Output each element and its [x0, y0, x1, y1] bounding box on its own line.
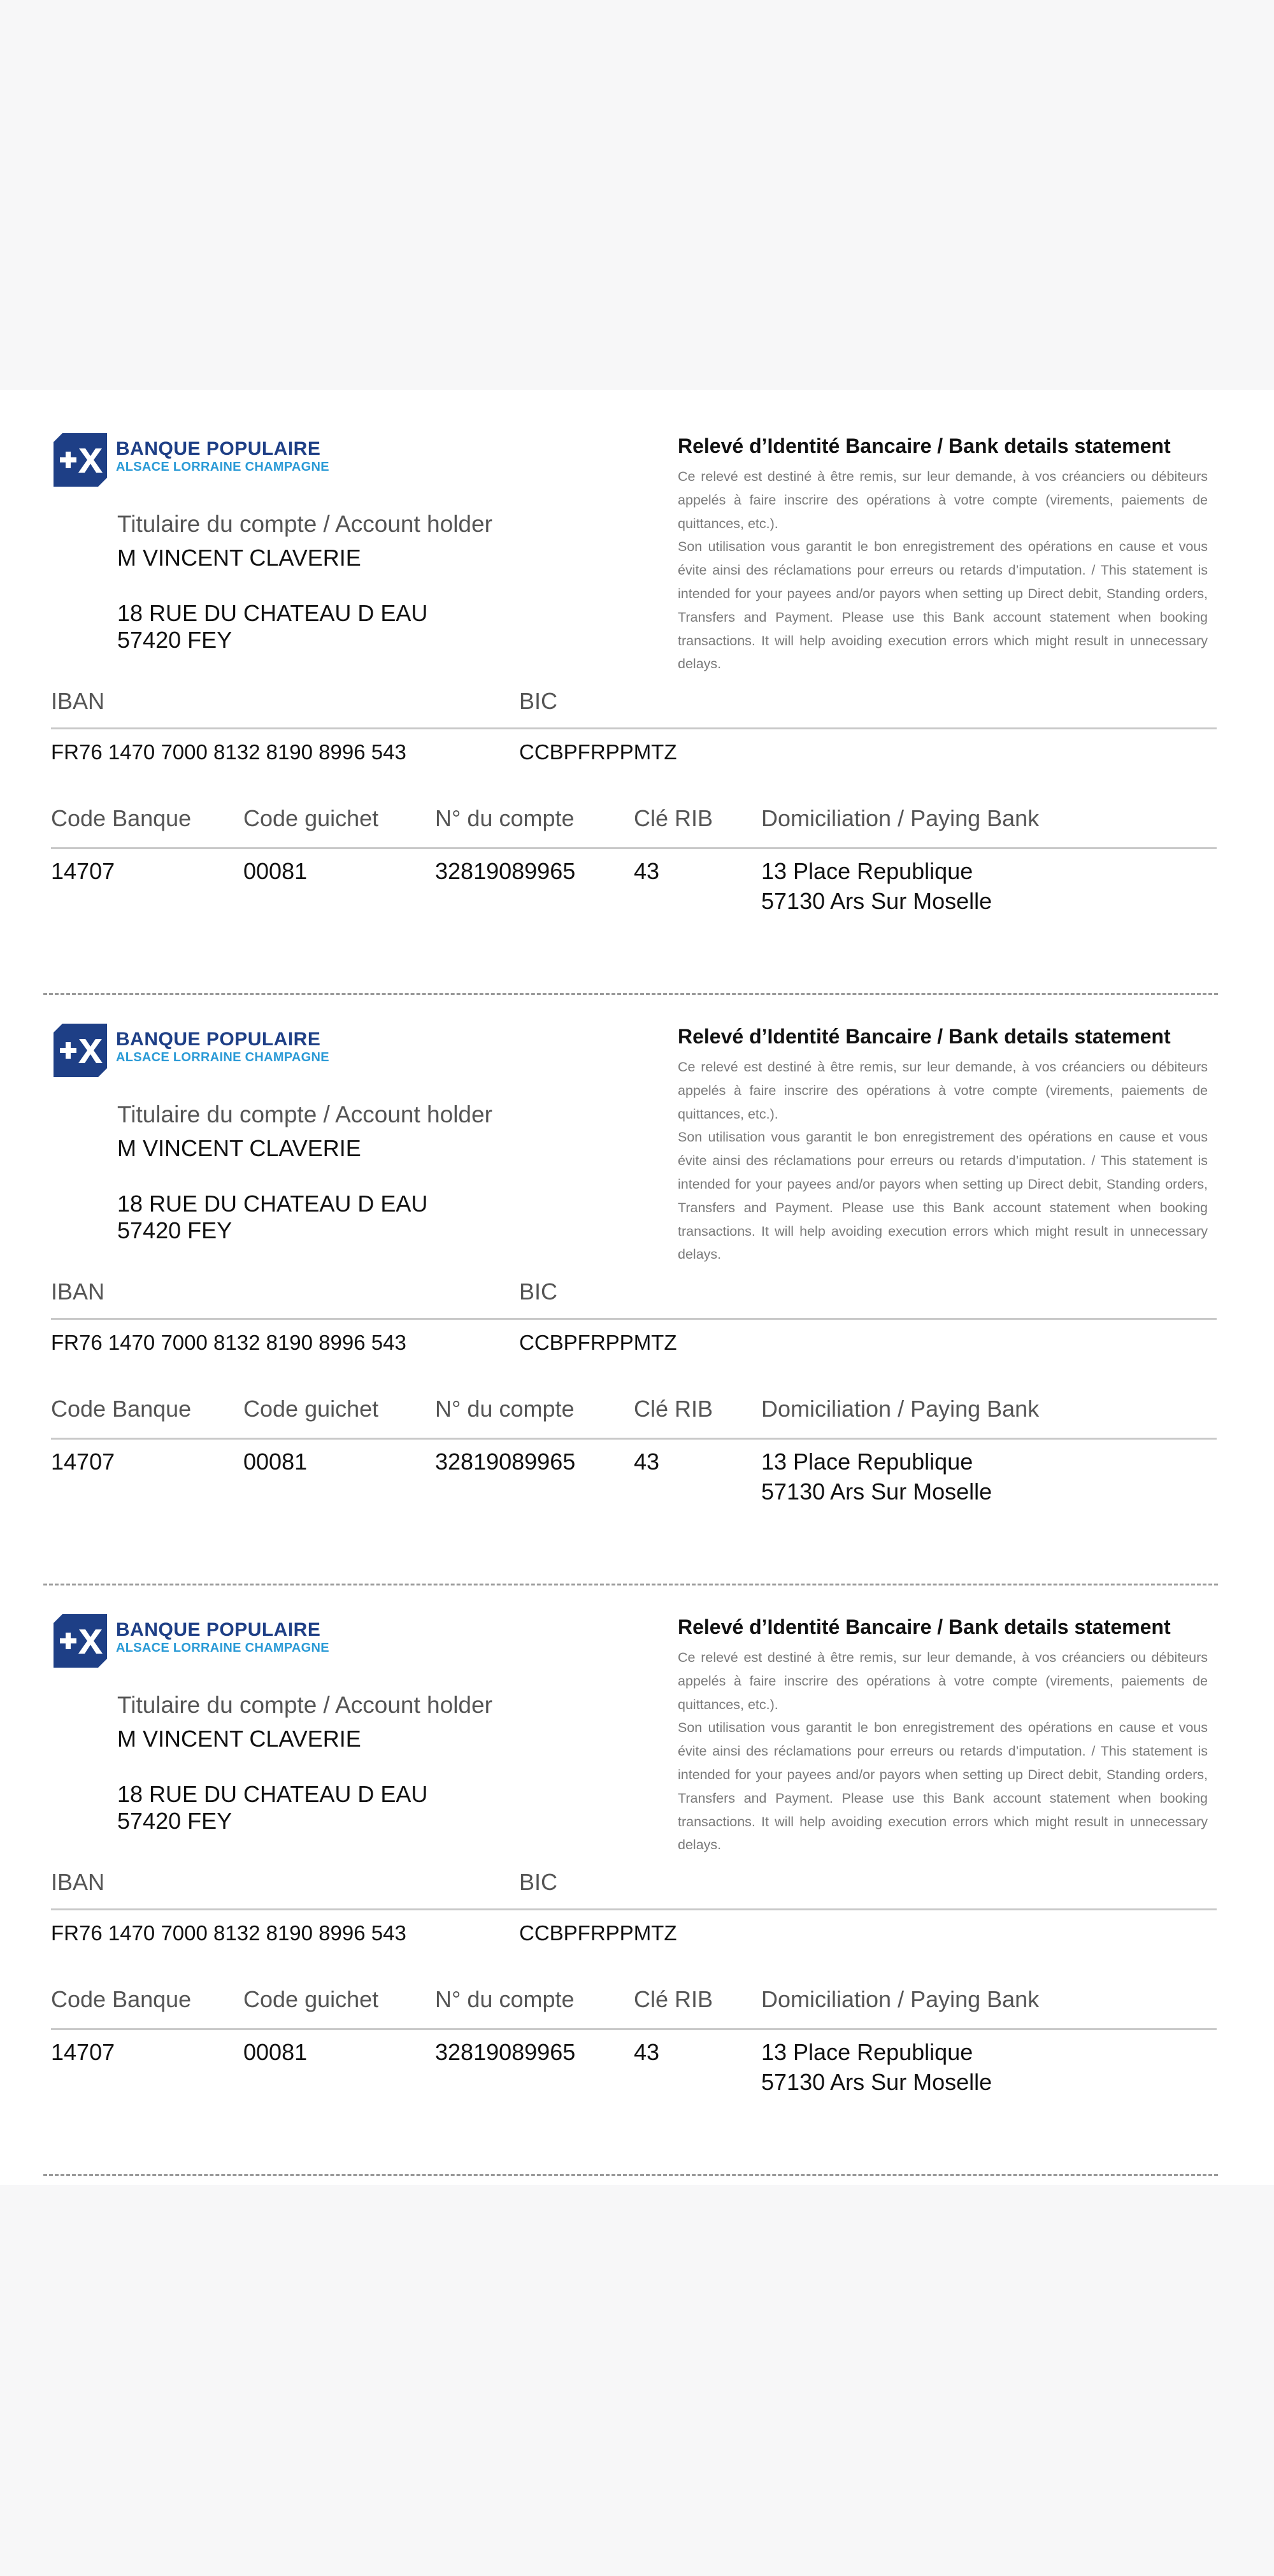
code-guichet-value: 00081	[243, 2039, 308, 2065]
code-guichet-header: Code guichet	[243, 1986, 379, 2012]
rib-slip	[0, 390, 1274, 981]
bic-value: CCBPFRPPMTZ	[519, 740, 677, 764]
divider	[51, 1908, 1217, 1910]
iban-value: FR76 1470 7000 8132 8190 8996 543	[51, 1331, 406, 1354]
account-number-value: 32819089965	[435, 1449, 576, 1475]
code-banque-value: 14707	[51, 2039, 115, 2065]
statement-paragraph: Ce relevé est destiné à être remis, sur leur demande, à vos créanciers ou débiteurs appelés à faire inscrire des opérations à votre compte (virements, paiements de quittances, etc.).	[678, 469, 1208, 531]
paying-bank-line-2: 57130 Ars Sur Moselle	[761, 2069, 992, 2095]
address-line-1: 18 RUE DU CHATEAU D EAU	[117, 1191, 428, 1217]
paying-bank-line-2: 57130 Ars Sur Moselle	[761, 1478, 992, 1505]
code-banque-value: 14707	[51, 1449, 115, 1475]
divider	[51, 1318, 1217, 1320]
account-number-header: N° du compte	[435, 1396, 575, 1422]
paying-bank-line-1: 13 Place Republique	[761, 858, 973, 884]
bank-region: ALSACE LORRAINE CHAMPAGNE	[116, 1050, 329, 1064]
bank-region: ALSACE LORRAINE CHAMPAGNE	[116, 1641, 329, 1655]
account-number-header: N° du compte	[435, 1986, 575, 2012]
paying-bank-line-1: 13 Place Republique	[761, 2039, 973, 2065]
account-holder-name: M VINCENT CLAVERIE	[117, 1135, 361, 1161]
code-banque-header: Code Banque	[51, 1396, 192, 1422]
account-holder-name: M VINCENT CLAVERIE	[117, 1726, 361, 1752]
banque-populaire-logo-icon	[54, 433, 107, 487]
statement-title: Relevé d’Identité Bancaire / Bank details statement	[678, 1025, 1171, 1048]
code-banque-value: 14707	[51, 858, 115, 884]
rib-slip	[0, 980, 1274, 1571]
paying-bank-header: Domiciliation / Paying Bank	[761, 1396, 1040, 1422]
statement-text	[678, 465, 1208, 676]
iban-value: FR76 1470 7000 8132 8190 8996 543	[51, 740, 406, 764]
rib-slip	[0, 1571, 1274, 2162]
bic-value: CCBPFRPPMTZ	[519, 1921, 677, 1945]
address-line-2: 57420 FEY	[117, 1808, 233, 1834]
statement-paragraph: Son utilisation vous garantit le bon enregistrement des opérations en cause et vous évite ainsi des réclamations pour erreurs ou retards d’imputation. / This statement is intended for your payees and/or payors when setting up Direct debit, Standing orders, Transfers and Payment. Please use this Bank account statement when booking transactions. It will help avoiding execution errors which might result in unnecessary delays.	[678, 539, 1208, 672]
cle-rib-header: Clé RIB	[634, 1986, 713, 2012]
statement-paragraph: Ce relevé est destiné à être remis, sur leur demande, à vos créanciers ou débiteurs appelés à faire inscrire des opérations à votre compte (virements, paiements de quittances, etc.).	[678, 1650, 1208, 1712]
cle-rib-value: 43	[634, 2039, 660, 2065]
divider	[51, 847, 1217, 849]
bic-label: BIC	[519, 1278, 558, 1305]
paying-bank-header: Domiciliation / Paying Bank	[761, 805, 1040, 831]
cle-rib-header: Clé RIB	[634, 1396, 713, 1422]
bank-logo	[54, 1614, 385, 1665]
iban-value: FR76 1470 7000 8132 8190 8996 543	[51, 1921, 406, 1945]
address-line-1: 18 RUE DU CHATEAU D EAU	[117, 600, 428, 626]
cle-rib-header: Clé RIB	[634, 805, 713, 831]
bank-logo	[54, 1024, 385, 1075]
bic-label: BIC	[519, 688, 558, 714]
bic-value: CCBPFRPPMTZ	[519, 1331, 677, 1354]
bank-name: BANQUE POPULAIRE	[116, 438, 321, 459]
statement-title: Relevé d’Identité Bancaire / Bank details statement	[678, 1615, 1171, 1638]
account-number-header: N° du compte	[435, 805, 575, 831]
statement-paragraph: Son utilisation vous garantit le bon enregistrement des opérations en cause et vous évite ainsi des réclamations pour erreurs ou retards d’imputation. / This statement is intended for your payees and/or payors when setting up Direct debit, Standing orders, Transfers and Payment. Please use this Bank account statement when booking transactions. It will help avoiding execution errors which might result in unnecessary delays.	[678, 1129, 1208, 1263]
address-line-2: 57420 FEY	[117, 1217, 233, 1243]
account-holder-name: M VINCENT CLAVERIE	[117, 545, 361, 571]
iban-label: IBAN	[51, 688, 105, 714]
account-holder-label: Titulaire du compte / Account holder	[117, 1101, 492, 1127]
cle-rib-value: 43	[634, 1449, 660, 1475]
paying-bank-header: Domiciliation / Paying Bank	[761, 1986, 1040, 2012]
bic-label: BIC	[519, 1869, 558, 1895]
statement-paragraph: Ce relevé est destiné à être remis, sur leur demande, à vos créanciers ou débiteurs appelés à faire inscrire des opérations à votre compte (virements, paiements de quittances, etc.).	[678, 1059, 1208, 1122]
address-line-1: 18 RUE DU CHATEAU D EAU	[117, 1781, 428, 1807]
account-number-value: 32819089965	[435, 2039, 576, 2065]
address-line-2: 57420 FEY	[117, 627, 233, 653]
account-holder-label: Titulaire du compte / Account holder	[117, 511, 492, 537]
bank-name: BANQUE POPULAIRE	[116, 1029, 321, 1050]
banque-populaire-logo-icon	[54, 1024, 107, 1077]
cut-line	[43, 2174, 1218, 2176]
statement-title: Relevé d’Identité Bancaire / Bank details statement	[678, 434, 1171, 457]
statement-paragraph: Son utilisation vous garantit le bon enregistrement des opérations en cause et vous évite ainsi des réclamations pour erreurs ou retards d’imputation. / This statement is intended for your payees and/or payors when setting up Direct debit, Standing orders, Transfers and Payment. Please use this Bank account statement when booking transactions. It will help avoiding execution errors which might result in unnecessary delays.	[678, 1720, 1208, 1853]
rib-sheet	[0, 390, 1274, 2185]
divider	[51, 2028, 1217, 2030]
bank-region: ALSACE LORRAINE CHAMPAGNE	[116, 460, 329, 474]
code-guichet-header: Code guichet	[243, 805, 379, 831]
statement-text	[678, 1646, 1208, 1857]
code-banque-header: Code Banque	[51, 1986, 192, 2012]
cle-rib-value: 43	[634, 858, 660, 884]
bank-name: BANQUE POPULAIRE	[116, 1619, 321, 1640]
account-holder-label: Titulaire du compte / Account holder	[117, 1692, 492, 1718]
bank-logo	[54, 433, 385, 484]
paying-bank-line-2: 57130 Ars Sur Moselle	[761, 888, 992, 914]
account-number-value: 32819089965	[435, 858, 576, 884]
paying-bank-line-1: 13 Place Republique	[761, 1449, 973, 1475]
statement-text	[678, 1055, 1208, 1266]
banque-populaire-logo-icon	[54, 1614, 107, 1668]
code-guichet-value: 00081	[243, 858, 308, 884]
code-guichet-value: 00081	[243, 1449, 308, 1475]
divider	[51, 727, 1217, 729]
code-guichet-header: Code guichet	[243, 1396, 379, 1422]
iban-label: IBAN	[51, 1278, 105, 1305]
divider	[51, 1438, 1217, 1440]
code-banque-header: Code Banque	[51, 805, 192, 831]
iban-label: IBAN	[51, 1869, 105, 1895]
